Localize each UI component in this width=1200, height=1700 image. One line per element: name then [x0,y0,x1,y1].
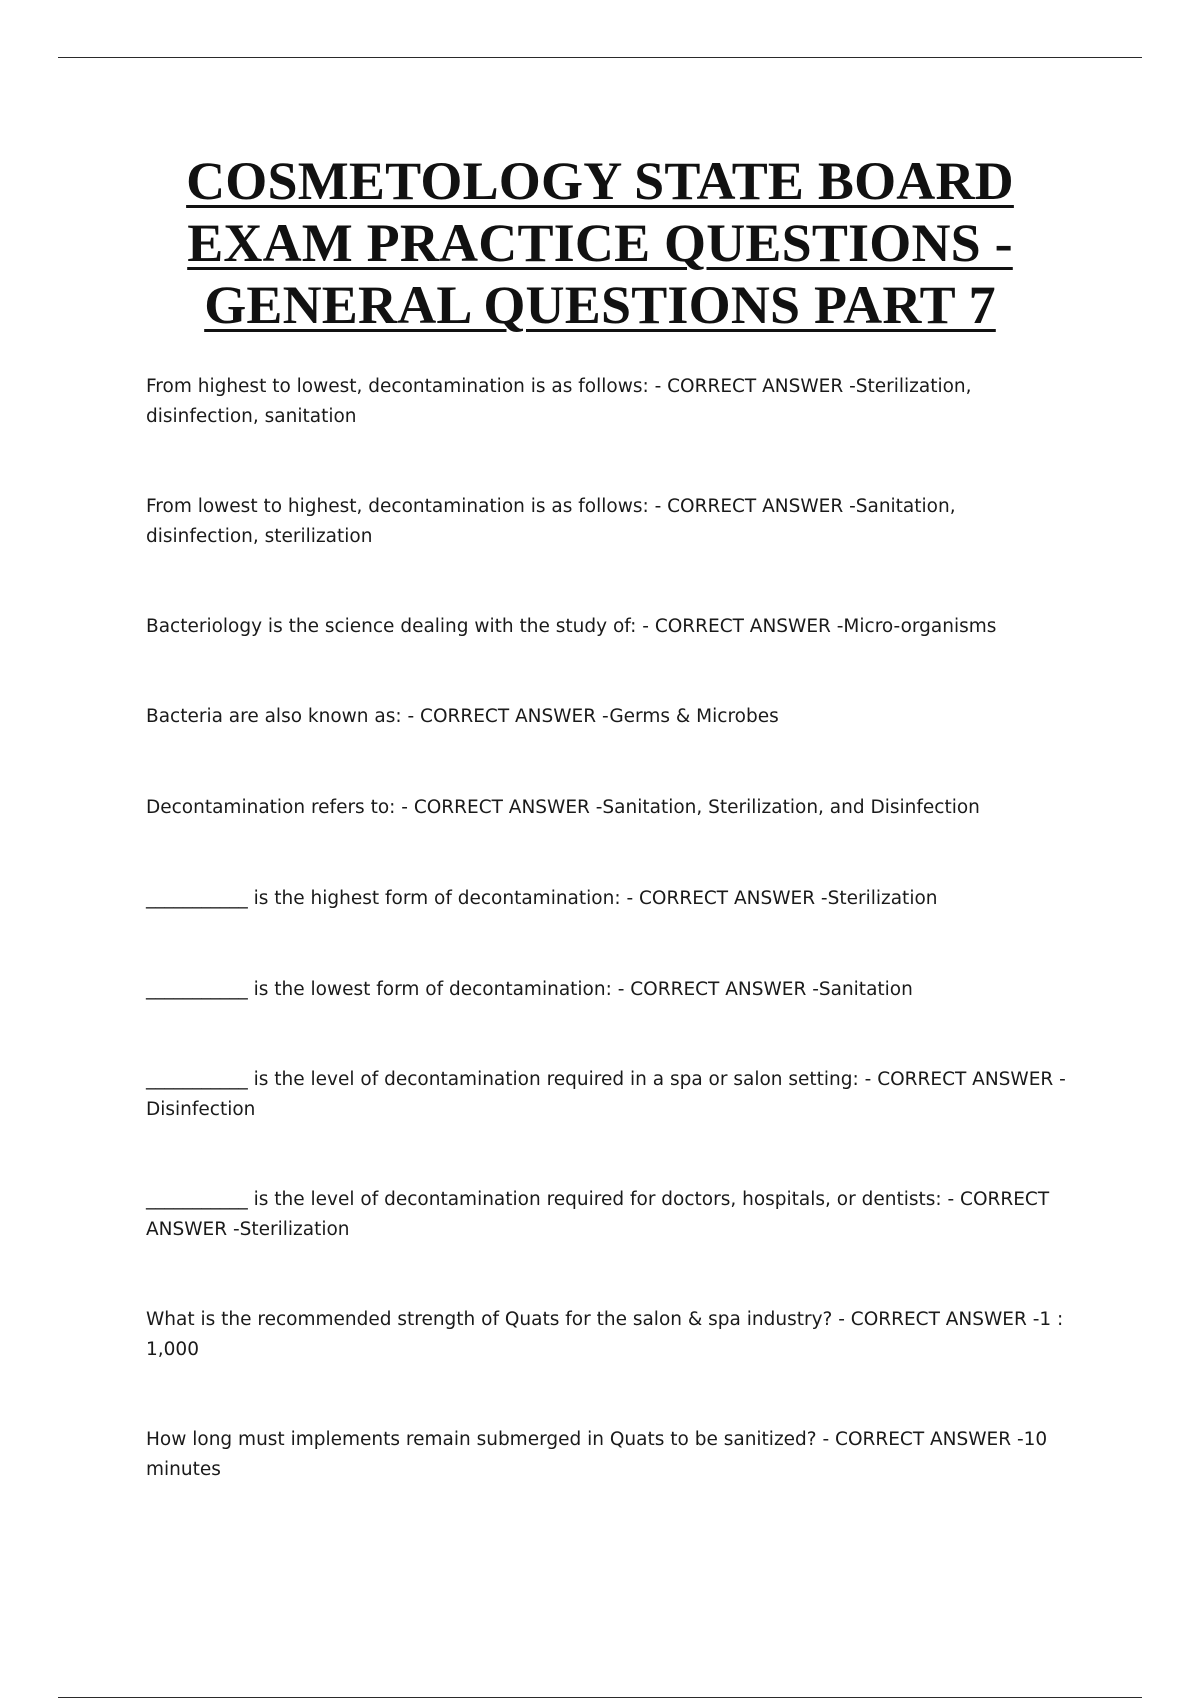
qa-item-11: How long must implements remain submerged in Quats to be sanitized? - CORRECT ANSWER -10 minutes [146,1429,1048,1480]
qa-item-3: Bacteriology is the science dealing with the study of: - CORRECT ANSWER -Micro-organisms [146,616,997,637]
qa-item-8: ___________ is the level of decontamination required in a spa or salon setting: - CORRECT ANSWER -Disinfection [146,1069,1066,1120]
qa-item-1: From highest to lowest, decontamination is as follows: - CORRECT ANSWER -Sterilization, disinfection, sanitation [146,376,972,427]
title-line-2: EXAM PRACTICE QUESTIONS - [187,213,1013,273]
qa-item-5: Decontamination refers to: - CORRECT ANSWER -Sanitation, Sterilization, and Disinfection [146,797,980,818]
qa-item-9: ___________ is the level of decontamination required for doctors, hospitals, or dentists: - CORRECT ANSWER -Sterilization [146,1189,1050,1240]
document-title [120,150,1080,336]
qa-item-2: From lowest to highest, decontamination is as follows: - CORRECT ANSWER -Sanitation, disinfection, sterilization [146,496,956,547]
bottom-rule [58,1697,1142,1698]
top-rule [58,57,1142,58]
title-line-1: COSMETOLOGY STATE BOARD [186,151,1014,211]
qa-item-10: What is the recommended strength of Quats for the salon & spa industry? - CORRECT ANSWER -1 : 1,000 [146,1309,1064,1360]
qa-item-7: ___________ is the lowest form of decontamination: - CORRECT ANSWER -Sanitation [146,979,913,1000]
qa-item-6: ___________ is the highest form of decontamination: - CORRECT ANSWER -Sterilization [146,888,938,909]
qa-item-4: Bacteria are also known as: - CORRECT ANSWER -Germs & Microbes [146,706,779,727]
title-line-3: GENERAL QUESTIONS PART 7 [204,275,996,335]
